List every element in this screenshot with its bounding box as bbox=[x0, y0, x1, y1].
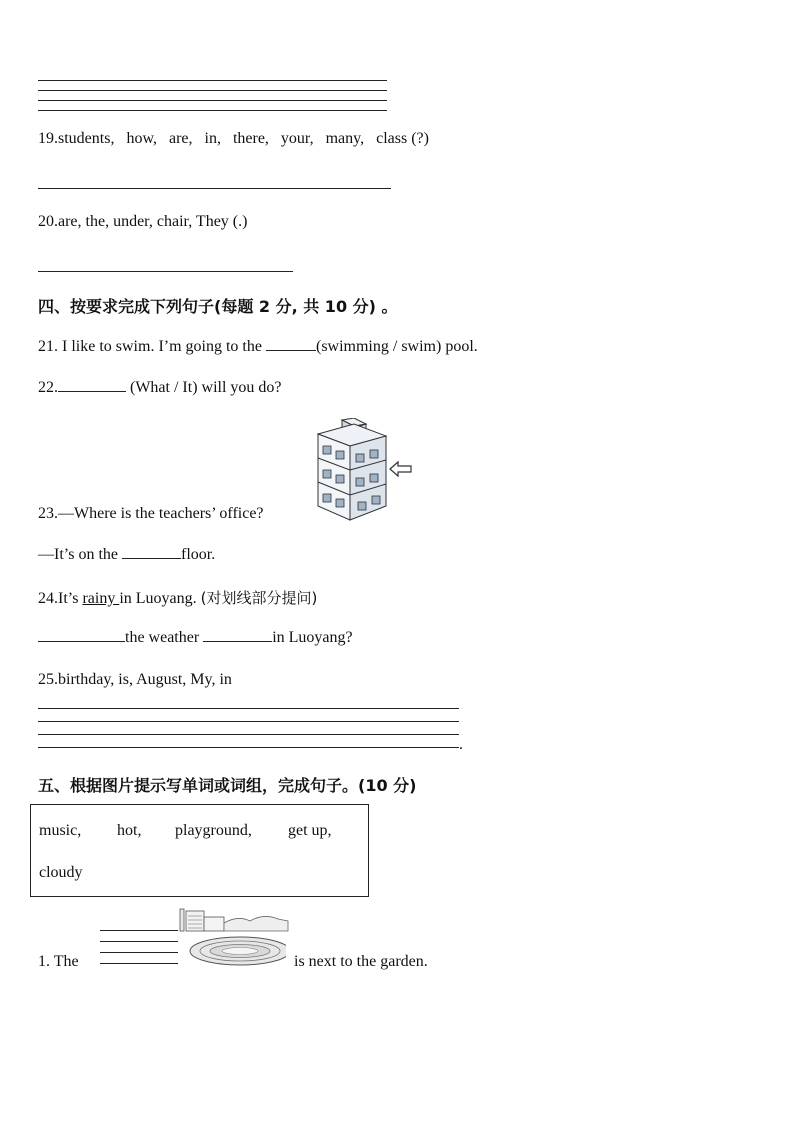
question-23-answer bbox=[38, 546, 215, 564]
question-number: 22. bbox=[38, 379, 58, 396]
question-text: 1. The bbox=[38, 953, 79, 970]
answer-line[interactable] bbox=[100, 941, 178, 942]
question-19 bbox=[38, 130, 429, 148]
question-number: 20. bbox=[38, 213, 58, 230]
word-bank-item: cloudy bbox=[39, 864, 83, 881]
answer-blank[interactable] bbox=[203, 640, 272, 642]
playground-picture bbox=[178, 907, 290, 971]
section-title: 五、根据图片提示写单词或词组，完成句子。(10 分) bbox=[38, 776, 417, 795]
answer-line[interactable] bbox=[38, 110, 387, 111]
answer-line[interactable] bbox=[38, 80, 387, 81]
picture-question-1-end bbox=[294, 953, 428, 971]
word-bank-item: hot, bbox=[117, 822, 142, 839]
question-number: 23. bbox=[38, 505, 58, 522]
question-text: It’s bbox=[58, 590, 83, 607]
question-text: —Where is the teachers’ office? bbox=[58, 505, 264, 522]
question-number: 21 bbox=[38, 338, 54, 355]
question-number: 24. bbox=[38, 590, 58, 607]
question-text: (What / It) will you do? bbox=[126, 379, 282, 396]
word-bank-item: get up, bbox=[288, 822, 332, 839]
question-25 bbox=[38, 671, 232, 689]
question-number: 19. bbox=[38, 130, 58, 147]
question-number: 25. bbox=[38, 671, 58, 688]
question-24-answer bbox=[38, 629, 353, 647]
answer-text: —It’s on the bbox=[38, 546, 122, 563]
instruction: (对划线部分提问) bbox=[200, 589, 318, 607]
question-22 bbox=[38, 379, 282, 397]
answer-text: floor. bbox=[181, 546, 216, 563]
question-text: (swimming / swim) pool. bbox=[315, 338, 478, 355]
answer-line[interactable] bbox=[38, 708, 459, 709]
question-text: . I like to swim. I’m going to the bbox=[54, 338, 266, 355]
word-bank-box bbox=[30, 804, 369, 897]
question-24 bbox=[38, 587, 317, 608]
picture-question-1 bbox=[38, 953, 79, 971]
answer-text: the weather bbox=[125, 629, 204, 646]
answer-line[interactable] bbox=[38, 188, 391, 189]
answer-blank[interactable] bbox=[58, 390, 126, 392]
answer-line[interactable] bbox=[38, 721, 459, 722]
answer-blank[interactable] bbox=[38, 640, 125, 642]
word-bank-item: music, bbox=[39, 822, 82, 839]
answer-line[interactable] bbox=[100, 952, 178, 953]
answer-line[interactable] bbox=[38, 734, 459, 735]
answer-line[interactable] bbox=[38, 271, 293, 272]
scrambled-words: are, the, under, chair, They (.) bbox=[58, 213, 248, 230]
question-21 bbox=[38, 338, 478, 356]
scrambled-words: birthday, is, August, My, in bbox=[58, 671, 232, 688]
school-building-icon bbox=[314, 418, 414, 522]
word-bank-item: playground, bbox=[175, 822, 252, 839]
answer-line[interactable] bbox=[38, 90, 387, 91]
answer-line[interactable] bbox=[38, 100, 387, 101]
section-title: 四、按要求完成下列句子(每题 2 分, 共 10 分) 。 bbox=[38, 297, 398, 316]
question-20 bbox=[38, 213, 247, 231]
end-period: . bbox=[459, 736, 463, 753]
question-text: in Luoyang. bbox=[119, 590, 201, 607]
answer-blank[interactable] bbox=[122, 557, 181, 559]
question-23 bbox=[38, 505, 264, 523]
left-arrow-icon bbox=[390, 462, 411, 476]
answer-line[interactable] bbox=[100, 963, 178, 964]
answer-text: in Luoyang? bbox=[272, 629, 353, 646]
underlined-word: rainy bbox=[82, 590, 120, 607]
question-text: is next to the garden. bbox=[294, 953, 428, 970]
scrambled-words: students, how, are, in, there, your, many, class (?) bbox=[58, 130, 429, 147]
answer-blank[interactable] bbox=[266, 349, 316, 351]
answer-line[interactable] bbox=[100, 930, 178, 931]
answer-line[interactable] bbox=[38, 747, 459, 748]
